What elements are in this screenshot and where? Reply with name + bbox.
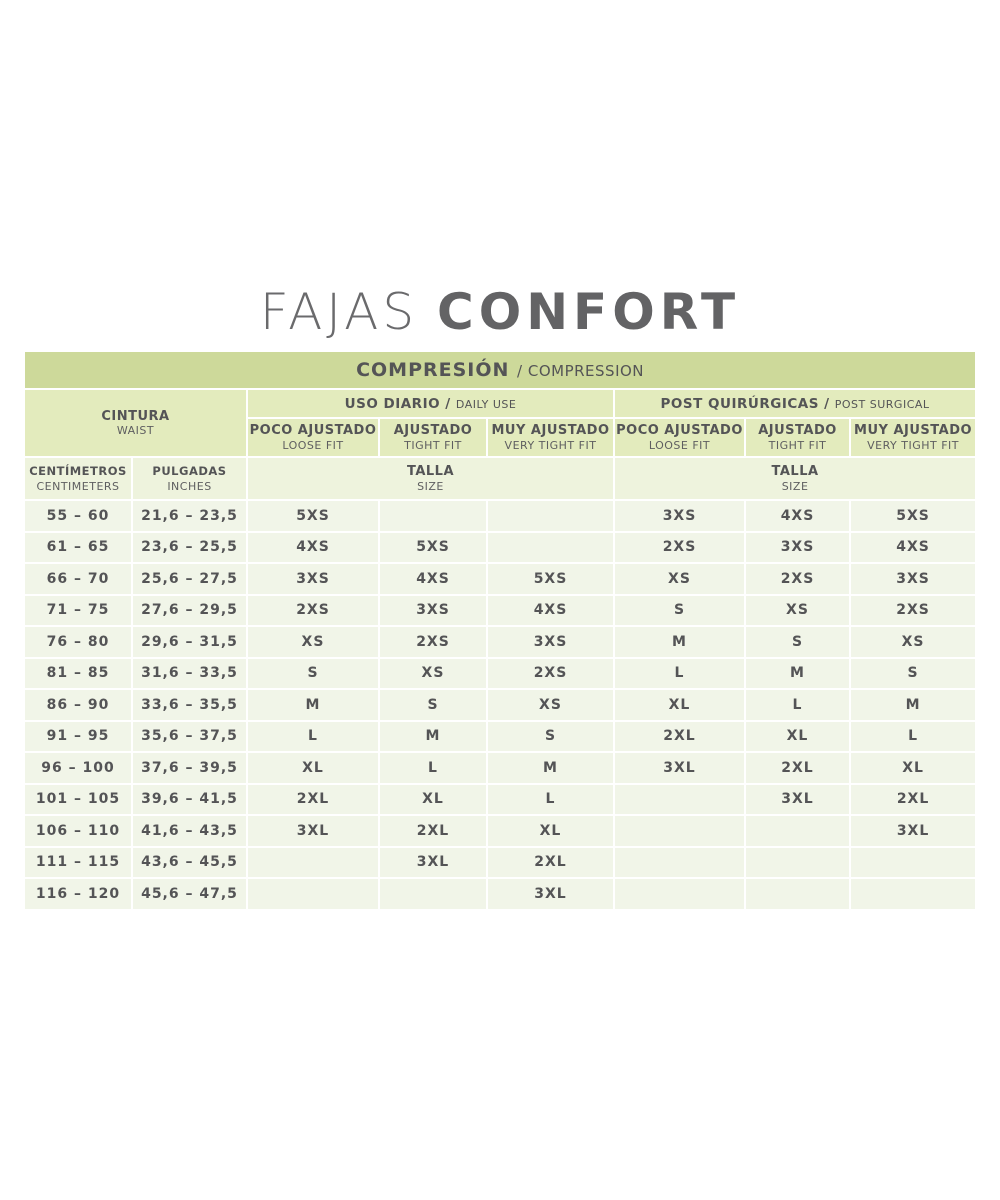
table-cell-in: 29,6 – 31,5 bbox=[133, 627, 246, 657]
table-cell-daily-loose bbox=[248, 879, 378, 909]
table-cell-daily-loose: 5XS bbox=[248, 501, 378, 531]
table-cell-daily-tight: 5XS bbox=[380, 533, 486, 563]
fit-es: MUY AJUSTADO bbox=[854, 422, 973, 438]
table-cell-daily-tight: 3XL bbox=[380, 848, 486, 878]
table-cell-post-very-tight: 3XS bbox=[851, 564, 975, 594]
table-cell-daily-loose: M bbox=[248, 690, 378, 720]
table-cell-cm: 55 – 60 bbox=[25, 501, 131, 531]
table-cell-post-tight: S bbox=[746, 627, 849, 657]
waist-header bbox=[25, 390, 246, 456]
fit-daily-very-tight bbox=[488, 419, 613, 456]
size-label-daily bbox=[248, 458, 613, 499]
table-cell-daily-tight: XS bbox=[380, 659, 486, 689]
waist-en: WAIST bbox=[116, 424, 155, 437]
fit-en: TIGHT FIT bbox=[404, 438, 462, 452]
table-cell-daily-tight: 4XS bbox=[380, 564, 486, 594]
table-cell-daily-very-tight bbox=[488, 533, 613, 563]
table-cell-post-tight bbox=[746, 816, 849, 846]
table-row bbox=[25, 501, 975, 531]
table-cell-daily-very-tight: XS bbox=[488, 690, 613, 720]
table-cell-daily-loose: 4XS bbox=[248, 533, 378, 563]
table-cell-daily-loose: L bbox=[248, 722, 378, 752]
table-cell-daily-very-tight: L bbox=[488, 785, 613, 815]
fit-es: AJUSTADO bbox=[393, 422, 473, 438]
fit-post-loose bbox=[615, 419, 744, 456]
fit-en: LOOSE FIT bbox=[282, 438, 344, 452]
table-cell-daily-loose: 2XS bbox=[248, 596, 378, 626]
table-cell-daily-loose: 2XL bbox=[248, 785, 378, 815]
table-cell-daily-very-tight bbox=[488, 501, 613, 531]
fit-en: TIGHT FIT bbox=[768, 438, 827, 452]
group-en: DAILY USE bbox=[455, 397, 517, 411]
group-post-surgical bbox=[615, 390, 975, 417]
compression-es: COMPRESIÓN bbox=[356, 359, 510, 381]
table-row bbox=[25, 753, 975, 783]
table-cell-daily-very-tight: 4XS bbox=[488, 596, 613, 626]
table-cell-post-tight: 3XL bbox=[746, 785, 849, 815]
size-chart-table bbox=[23, 350, 977, 911]
title-bold: CONFORT bbox=[437, 283, 741, 341]
size-en: SIZE bbox=[417, 479, 444, 493]
table-cell-post-tight: 3XS bbox=[746, 533, 849, 563]
table-cell-daily-loose bbox=[248, 848, 378, 878]
fit-en: VERY TIGHT FIT bbox=[504, 438, 597, 452]
table-cell-daily-tight: S bbox=[380, 690, 486, 720]
table-cell-in: 37,6 – 39,5 bbox=[133, 753, 246, 783]
table-cell-post-tight bbox=[746, 848, 849, 878]
table-cell-daily-tight bbox=[380, 879, 486, 909]
table-cell-daily-tight bbox=[380, 501, 486, 531]
table-cell-post-very-tight: S bbox=[851, 659, 975, 689]
table-cell-in: 45,6 – 47,5 bbox=[133, 879, 246, 909]
table-cell-post-very-tight: 4XS bbox=[851, 533, 975, 563]
table-cell-daily-loose: XL bbox=[248, 753, 378, 783]
table-row bbox=[25, 627, 975, 657]
table-cell-daily-loose: S bbox=[248, 659, 378, 689]
table-cell-daily-very-tight: 3XS bbox=[488, 627, 613, 657]
table-cell-cm: 76 – 80 bbox=[25, 627, 131, 657]
table-cell-cm: 111 – 115 bbox=[25, 848, 131, 878]
table-cell-cm: 96 – 100 bbox=[25, 753, 131, 783]
table-cell-post-loose: 3XL bbox=[615, 753, 744, 783]
unit-en: CENTIMETERS bbox=[36, 479, 120, 493]
table-cell-daily-very-tight: 5XS bbox=[488, 564, 613, 594]
table-row bbox=[25, 785, 975, 815]
title-light: FAJAS bbox=[259, 283, 419, 341]
table-cell-post-tight: 2XS bbox=[746, 564, 849, 594]
table-cell-cm: 61 – 65 bbox=[25, 533, 131, 563]
compression-en: / COMPRESSION bbox=[517, 362, 645, 380]
table-cell-post-loose: XS bbox=[615, 564, 744, 594]
table-cell-post-very-tight: 5XS bbox=[851, 501, 975, 531]
table-cell-cm: 106 – 110 bbox=[25, 816, 131, 846]
table-cell-daily-very-tight: 2XS bbox=[488, 659, 613, 689]
table-cell-daily-tight: XL bbox=[380, 785, 486, 815]
table-cell-post-loose bbox=[615, 879, 744, 909]
table-row bbox=[25, 879, 975, 909]
table-cell-daily-very-tight: M bbox=[488, 753, 613, 783]
size-en: SIZE bbox=[781, 479, 809, 493]
table-cell-post-loose: 2XL bbox=[615, 722, 744, 752]
table-cell-in: 33,6 – 35,5 bbox=[133, 690, 246, 720]
size-label-post bbox=[615, 458, 975, 499]
table-row bbox=[25, 848, 975, 878]
table-cell-post-tight: M bbox=[746, 659, 849, 689]
table-cell-daily-tight: L bbox=[380, 753, 486, 783]
table-cell-post-loose bbox=[615, 816, 744, 846]
fit-en: VERY TIGHT FIT bbox=[867, 438, 959, 452]
table-cell-in: 27,6 – 29,5 bbox=[133, 596, 246, 626]
unit-inches bbox=[133, 458, 246, 499]
table-cell-post-loose: S bbox=[615, 596, 744, 626]
fit-en: LOOSE FIT bbox=[648, 438, 711, 452]
table-cell-cm: 91 – 95 bbox=[25, 722, 131, 752]
group-en: POST SURGICAL bbox=[834, 397, 930, 411]
table-cell-daily-loose: 3XL bbox=[248, 816, 378, 846]
fit-post-tight bbox=[746, 419, 849, 456]
compression-header bbox=[25, 352, 975, 388]
table-cell-cm: 116 – 120 bbox=[25, 879, 131, 909]
unit-es: CENTÍMETROS bbox=[29, 463, 127, 478]
table-cell-post-loose bbox=[615, 848, 744, 878]
table-cell-daily-very-tight: XL bbox=[488, 816, 613, 846]
table-cell-post-very-tight: 2XS bbox=[851, 596, 975, 626]
table-cell-post-tight: XS bbox=[746, 596, 849, 626]
table-cell-post-loose: L bbox=[615, 659, 744, 689]
group-es: POST QUIRÚRGICAS / bbox=[660, 395, 830, 412]
fit-es: AJUSTADO bbox=[758, 422, 837, 438]
table-cell-post-very-tight: L bbox=[851, 722, 975, 752]
table-cell-in: 35,6 – 37,5 bbox=[133, 722, 246, 752]
table-cell-post-loose: 3XS bbox=[615, 501, 744, 531]
table-cell-daily-very-tight: 2XL bbox=[488, 848, 613, 878]
group-daily-use bbox=[248, 390, 613, 417]
unit-en: INCHES bbox=[167, 479, 212, 493]
table-cell-post-very-tight: 3XL bbox=[851, 816, 975, 846]
table-cell-in: 43,6 – 45,5 bbox=[133, 848, 246, 878]
fit-es: POCO AJUSTADO bbox=[249, 422, 377, 438]
table-cell-daily-very-tight: S bbox=[488, 722, 613, 752]
table-cell-cm: 101 – 105 bbox=[25, 785, 131, 815]
unit-es: PULGADAS bbox=[152, 463, 227, 478]
table-cell-daily-loose: XS bbox=[248, 627, 378, 657]
table-cell-in: 25,6 – 27,5 bbox=[133, 564, 246, 594]
table-row bbox=[25, 564, 975, 594]
table-cell-in: 31,6 – 33,5 bbox=[133, 659, 246, 689]
table-cell-post-very-tight: 2XL bbox=[851, 785, 975, 815]
table-cell-daily-tight: M bbox=[380, 722, 486, 752]
unit-centimeters bbox=[25, 458, 131, 499]
table-cell-post-very-tight bbox=[851, 879, 975, 909]
waist-es: CINTURA bbox=[101, 409, 170, 424]
size-es: TALLA bbox=[771, 463, 819, 479]
fit-daily-tight bbox=[380, 419, 486, 456]
table-cell-post-tight: 2XL bbox=[746, 753, 849, 783]
table-cell-post-very-tight: XS bbox=[851, 627, 975, 657]
size-es: TALLA bbox=[406, 463, 455, 479]
table-cell-in: 41,6 – 43,5 bbox=[133, 816, 246, 846]
table-cell-in: 21,6 – 23,5 bbox=[133, 501, 246, 531]
table-cell-daily-tight: 3XS bbox=[380, 596, 486, 626]
table-row bbox=[25, 722, 975, 752]
table-cell-post-very-tight bbox=[851, 848, 975, 878]
table-row bbox=[25, 659, 975, 689]
table-cell-cm: 81 – 85 bbox=[25, 659, 131, 689]
fit-post-very-tight bbox=[851, 419, 975, 456]
table-row bbox=[25, 596, 975, 626]
fit-es: POCO AJUSTADO bbox=[616, 422, 743, 438]
table-cell-cm: 71 – 75 bbox=[25, 596, 131, 626]
table-cell-post-loose: M bbox=[615, 627, 744, 657]
table-cell-post-very-tight: M bbox=[851, 690, 975, 720]
group-es: USO DIARIO / bbox=[344, 395, 451, 412]
table-cell-cm: 86 – 90 bbox=[25, 690, 131, 720]
table-cell-post-very-tight: XL bbox=[851, 753, 975, 783]
table-row bbox=[25, 690, 975, 720]
table-cell-post-tight: 4XS bbox=[746, 501, 849, 531]
table-cell-post-loose: 2XS bbox=[615, 533, 744, 563]
table-cell-in: 23,6 – 25,5 bbox=[133, 533, 246, 563]
table-row bbox=[25, 816, 975, 846]
table-cell-daily-loose: 3XS bbox=[248, 564, 378, 594]
table-cell-daily-tight: 2XL bbox=[380, 816, 486, 846]
table-cell-daily-very-tight: 3XL bbox=[488, 879, 613, 909]
table-cell-post-loose: XL bbox=[615, 690, 744, 720]
fit-daily-loose bbox=[248, 419, 378, 456]
table-cell-post-tight: L bbox=[746, 690, 849, 720]
table-cell-in: 39,6 – 41,5 bbox=[133, 785, 246, 815]
fit-es: MUY AJUSTADO bbox=[491, 422, 610, 438]
table-cell-post-tight bbox=[746, 879, 849, 909]
page-title bbox=[0, 282, 1000, 342]
table-cell-cm: 66 – 70 bbox=[25, 564, 131, 594]
table-cell-post-loose bbox=[615, 785, 744, 815]
table-row bbox=[25, 533, 975, 563]
table-cell-daily-tight: 2XS bbox=[380, 627, 486, 657]
table-cell-post-tight: XL bbox=[746, 722, 849, 752]
